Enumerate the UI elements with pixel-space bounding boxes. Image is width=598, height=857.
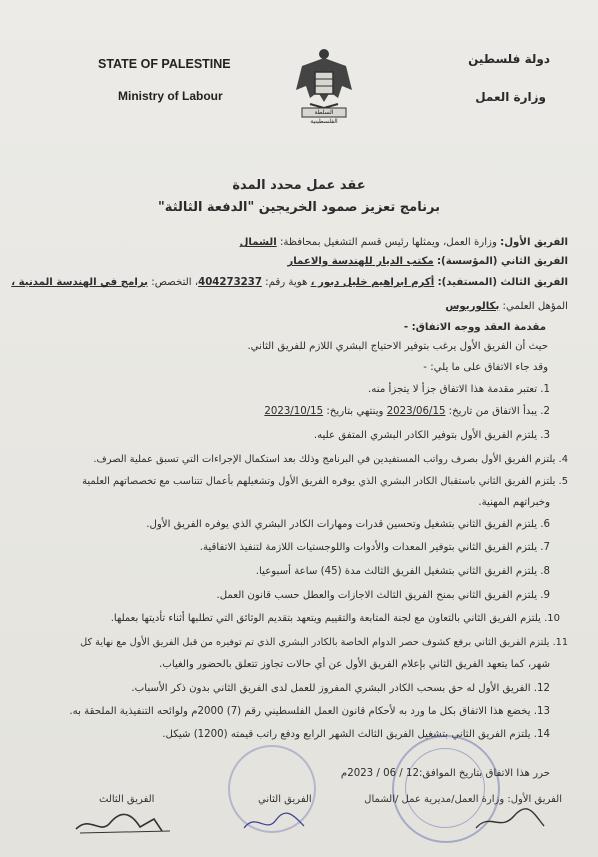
first-party-signature-icon xyxy=(470,806,550,836)
clause-9: 9. يلتزم الفريق الثاني بمنح الفريق الثالث الاجازات والعطل حسب قانون العمل. xyxy=(216,590,550,601)
clause-2 xyxy=(264,406,550,417)
first-party-governorate: الشمال xyxy=(239,237,277,248)
clause-1: 1. تعتبر مقدمة هذا الاتفاق جزأ لا يتجزأ منه. xyxy=(368,384,550,395)
date-line: حرر هذا الاتفاق بتاريخ الموافق:12 / 06 / 2023م xyxy=(340,768,550,779)
intro-line-2: وقد جاء الاتفاق على ما يلي: - xyxy=(423,362,548,373)
second-party-signature-label: الفريق الثاني xyxy=(258,794,312,805)
third-party-id-label: هوية رقم: xyxy=(265,277,308,288)
qualification-label: المؤهل العلمي: xyxy=(502,301,568,312)
program-title: برنامج تعزيز صمود الخريجين "الدفعة الثالثة" xyxy=(158,200,440,215)
first-party-line xyxy=(240,237,568,248)
first-party-signature-label: الفريق الأول: وزارة العمل/مديرية عمل /الشمال xyxy=(364,794,562,805)
emblem-caption: السلطة الفلسطينية xyxy=(310,109,338,125)
second-party-value: مكتب الديار للهندسة والاعمار xyxy=(287,256,434,267)
third-party-name: أكرم ابراهيم خليل دبور ، xyxy=(310,277,435,288)
clause-13: 13. يخضع هذا الاتفاق بكل ما ورد به لأحكام قانون العمل الفلسطيني رقم (7) 2000م ولوائحه التنفيذية الملحقة به. xyxy=(69,706,550,717)
clause-8: 8. يلتزم الفريق الثاني بتشغيل الفريق الثالث مدة (45) ساعة أسبوعيا. xyxy=(255,566,550,577)
clause-2-end-date: 2023/10/15 xyxy=(264,406,324,417)
intro-heading: مقدمة العقد ووجه الاتفاق: - xyxy=(403,322,546,333)
clause-14: 14. يلتزم الفريق الثاني بتشغيل الفريق الثالث الشهر الرابع ودفع راتب قيمته (1200) شيكل. xyxy=(162,729,550,740)
clause-5-line-1: 5. يلتزم الفريق الثاني باستقبال الكادر البشري الذي يوفره الفريق الأول وتشغيلهم بأعمال تتناسب مع تخصصاتهم العلمية xyxy=(82,476,568,487)
first-party-text: وزارة العمل، ويمثلها رئيس قسم التشغيل بمحافظة: xyxy=(280,237,497,248)
clause-6: 6. يلتزم الفريق الثاني بتشغيل وتحسين قدرات ومهارات الكادر البشري الذي يوفره الفريق الأول. xyxy=(146,519,550,530)
third-party-line xyxy=(11,277,568,288)
clause-2-middle: وينتهي بتاريخ: xyxy=(326,406,384,417)
second-party-line xyxy=(287,256,568,267)
third-party-signature-icon xyxy=(70,805,180,839)
third-party-signature-label: الفريق الثالث xyxy=(99,794,155,805)
state-title-en: STATE OF PALESTINE xyxy=(98,57,231,71)
ministry-title-en: Ministry of Labour xyxy=(118,89,223,103)
clause-2-start-date: 2023/06/15 xyxy=(386,406,446,417)
clause-5-line-2: وخبراتهم المهنية. xyxy=(478,497,550,508)
third-party-specialization: برامج في الهندسة المدنية ، xyxy=(11,277,149,288)
qualification-value: بكالوريوس xyxy=(445,301,500,312)
second-party-signature-icon xyxy=(240,808,310,836)
eagle-emblem-icon xyxy=(292,46,356,125)
state-title-ar: دولة فلسطين xyxy=(468,52,550,66)
intro-line-1: حيث أن الفريق الأول يرغب بتوفير الاحتياج البشري اللازم للفريق الثاني. xyxy=(247,341,548,352)
qualification-line xyxy=(445,301,568,312)
clause-11-line-2: شهر، كما يتعهد الفريق الثاني بإعلام الفريق الأول عن أي حالات تجاوز تتعلق بالحضور والغياب. xyxy=(159,659,550,670)
clause-2-prefix: 2. يبدأ الاتفاق من تاريخ: xyxy=(448,406,550,417)
clause-12: 12. الفريق الأول له حق بسحب الكادر البشري المفروز للعمل لدى الفريق الثاني بدون ذكر الأسباب. xyxy=(131,683,550,694)
clause-7: 7. يلتزم الفريق الثاني بتوفير المعدات والأدوات واللوجستيات اللازمة لتنفيذ الاتفاقية. xyxy=(199,542,550,553)
clause-11-line-1: 11. يلتزم الفريق الثاني برفع كشوف حصر الدوام الخاصة بالكادر البشري الذي تم توفيره من قبل الفريق الأول مع نهاية كل xyxy=(80,637,568,648)
third-party-label: الفريق الثالث (المستفيد): xyxy=(437,277,568,288)
second-party-label: الفريق الثاني (المؤسسة): xyxy=(436,256,568,267)
clause-3: 3. يلتزم الفريق الأول بتوفير الكادر البشري المتفق عليه. xyxy=(313,430,550,441)
first-party-label: الفريق الأول: xyxy=(500,237,568,248)
third-party-id: 404273237 xyxy=(198,277,262,288)
third-party-spec-label: ، التخصص: xyxy=(151,277,199,288)
clause-4: 4. يلتزم الفريق الأول بصرف رواتب المستفيدين في البرنامج وذلك بعد استكمال الإجراءات التي تسبق عملية الصرف. xyxy=(93,454,568,465)
contract-title: عقد عمل محدد المدة xyxy=(232,178,366,193)
ministry-title-ar: وزارة العمل xyxy=(475,90,546,104)
clause-10: 10. يلتزم الفريق الثاني بالتعاون مع لجنة المتابعة والتقييم ويتعهد بتقديم الوثائق التي تطلبها أثناء تأديتها بعملها. xyxy=(110,613,560,624)
